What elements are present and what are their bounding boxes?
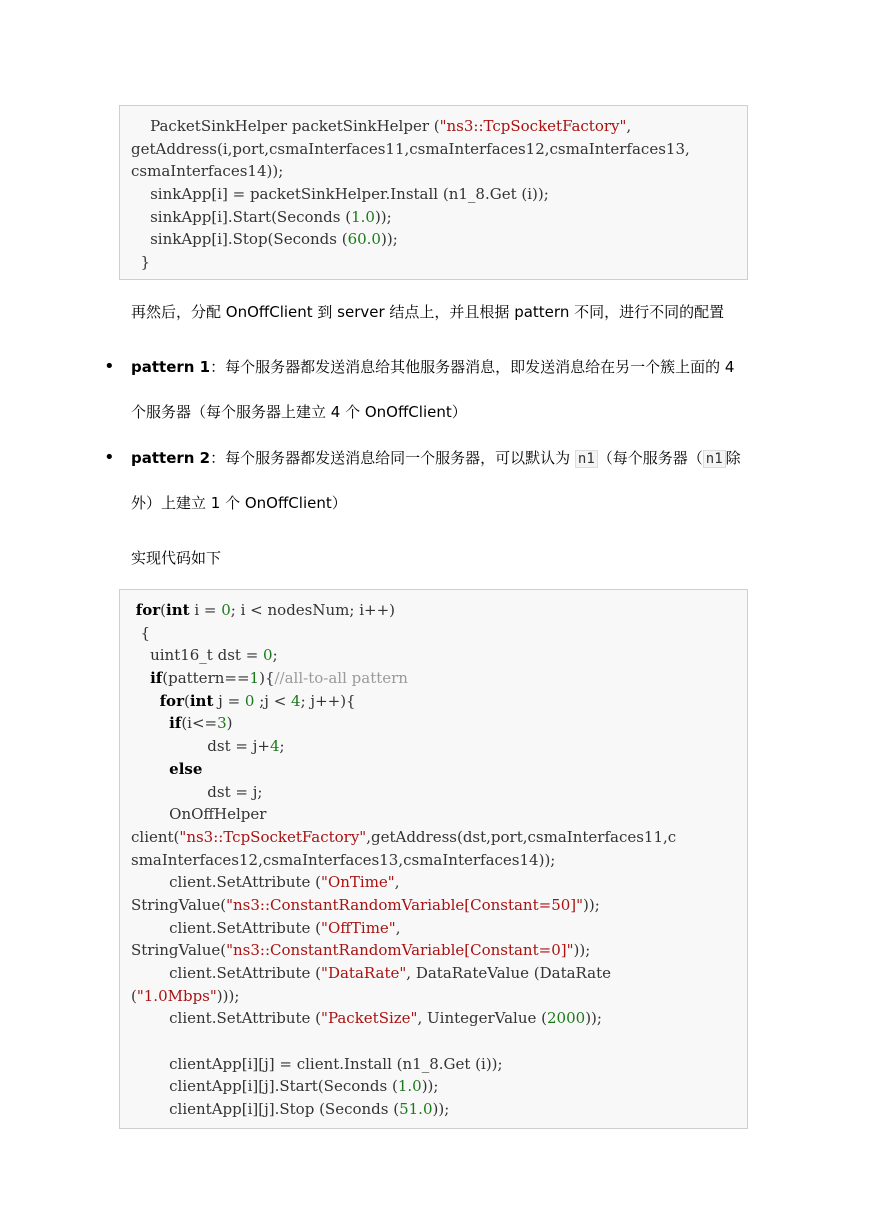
- pattern1-label: pattern 1: [131, 358, 211, 376]
- code-line: [131, 1098, 747, 1121]
- code-token: 1.0: [397, 1077, 422, 1096]
- code-line: [131, 690, 747, 713]
- code-token: int: [166, 601, 190, 619]
- code-token: (pattern==: [162, 669, 250, 688]
- code-token: "ns3::ConstantRandomVariable[Constant=0]": [226, 941, 574, 960]
- code-token: int: [189, 691, 214, 710]
- code-token: ));: [585, 1009, 602, 1028]
- code-token: ; i < nodesNum; i++): [230, 601, 395, 619]
- code-token: client(: [131, 827, 180, 846]
- code-line: [131, 826, 747, 849]
- code-token: //all-to-all pattern: [274, 669, 408, 688]
- code-block-sink: [119, 105, 748, 280]
- code-line: [131, 251, 747, 274]
- code-token: client.SetAttribute (: [131, 873, 322, 892]
- code-line: [131, 735, 747, 758]
- code-line: [131, 1075, 747, 1098]
- code-token: clientApp[i][j].Start(Seconds (: [131, 1077, 398, 1096]
- code-token: dst = j;: [131, 782, 263, 801]
- code-token: uint16_t dst =: [131, 646, 264, 665]
- code-token: else: [169, 759, 203, 778]
- code-token: , UintegerValue (: [417, 1009, 548, 1028]
- code-line: [131, 962, 747, 985]
- code-line: [131, 160, 747, 183]
- code-token: clientApp[i][j].Stop (Seconds (: [131, 1100, 400, 1119]
- pattern1-line2: 个服务器（每个服务器上建立 4 个 OnOffClient）: [131, 403, 467, 421]
- code-block-client: [119, 589, 748, 1129]
- code-token: ; j++){: [300, 691, 356, 710]
- code-token: ));: [421, 1077, 439, 1096]
- code-token: 4: [269, 737, 280, 756]
- code-token: j =: [213, 691, 245, 710]
- code-token: ): [226, 714, 233, 733]
- bullet-icon: •: [104, 356, 115, 377]
- code-line: [131, 849, 747, 872]
- code-token: sinkApp[i].Start(Seconds (: [131, 207, 352, 226]
- code-line: [131, 712, 747, 735]
- pattern2-text-a: ：每个服务器都发送消息给同一个服务器，可以默认为: [210, 449, 575, 467]
- code-token: if: [150, 669, 163, 688]
- code-token: sinkApp[i] = packetSinkHelper.Install (n1_8.Get (i));: [131, 185, 549, 204]
- code-token: ;: [272, 646, 278, 665]
- code-token: (: [183, 691, 190, 710]
- code-line: [131, 622, 747, 645]
- code-token: csmaInterfaces14));: [131, 162, 284, 181]
- pattern2-line1: [131, 447, 741, 470]
- pattern2-label: pattern 2: [131, 449, 211, 467]
- code-line: [131, 599, 747, 622]
- code-token: 3: [217, 714, 227, 733]
- code-token: )));: [216, 986, 240, 1005]
- code-token: 4: [291, 691, 301, 710]
- code-line: [131, 115, 747, 138]
- code-token: client.SetAttribute (: [131, 964, 322, 982]
- code-token: "1.0Mbps": [136, 986, 217, 1005]
- code-token: client.SetAttribute (: [131, 918, 322, 937]
- code-token: 1: [249, 669, 260, 688]
- code-token: 0: [244, 691, 255, 710]
- code-token: (: [160, 601, 167, 619]
- code-line: [131, 803, 747, 826]
- code-token: StringValue(: [131, 895, 227, 914]
- code-token: "DataRate": [321, 964, 407, 982]
- code-token: , DataRateValue (DataRate: [406, 964, 612, 982]
- code-token: (: [131, 986, 137, 1005]
- code-line: [131, 1053, 747, 1076]
- code-token: 51.0: [399, 1100, 433, 1119]
- pattern2-text-c: 除: [725, 449, 741, 467]
- code-line: [131, 228, 747, 251]
- code-token: "ns3::ConstantRandomVariable[Constant=50]": [226, 895, 584, 914]
- code-token: "OffTime": [321, 918, 396, 937]
- code-line: [131, 781, 747, 804]
- code-token: ,: [394, 873, 400, 892]
- code-token: for: [135, 601, 161, 619]
- code-token: smaInterfaces12,csmaInterfaces13,csmaInterfaces14));: [131, 850, 556, 869]
- code-line: [131, 1030, 747, 1053]
- code-token: dst = j+: [131, 737, 270, 756]
- pattern2-text-b: （每个服务器（: [597, 449, 703, 467]
- code-token: ;j <: [254, 691, 292, 710]
- code-token: [131, 692, 160, 710]
- code-token: ,: [395, 918, 401, 937]
- code-token: 1.0: [351, 207, 375, 226]
- impl-paragraph: 实现代码如下: [131, 549, 222, 567]
- code-token: ));: [432, 1100, 450, 1119]
- code-token: 2000: [547, 1009, 586, 1028]
- code-line: [131, 1007, 747, 1030]
- bullet-icon: •: [104, 447, 115, 468]
- code-line: [131, 871, 747, 894]
- code-line: [131, 667, 747, 690]
- code-line: [131, 894, 747, 917]
- code-token: ));: [583, 895, 600, 914]
- code-token: "ns3::TcpSocketFactory": [179, 827, 367, 846]
- code-token: ;: [279, 737, 285, 756]
- code-token: ){: [259, 669, 275, 688]
- code-token: sinkApp[i].Stop(Seconds (: [131, 230, 348, 249]
- code-line: [131, 644, 747, 667]
- code-token: ,: [626, 117, 632, 135]
- code-token: for: [159, 691, 184, 710]
- code-line: [131, 917, 747, 940]
- code-line: [131, 939, 747, 962]
- pattern1-line1: [131, 356, 734, 378]
- code-token: [131, 760, 169, 778]
- code-token: i =: [189, 601, 222, 619]
- code-line: [131, 206, 747, 229]
- code-token: client.SetAttribute (: [131, 1009, 322, 1028]
- code-token: if: [169, 714, 182, 733]
- pattern1-text: ：每个服务器都发送消息给其他服务器消息，即发送消息给在另一个簇上面的 4: [210, 358, 735, 376]
- code-token: {: [131, 623, 151, 642]
- inline-code-n1: n1: [575, 450, 598, 468]
- code-token: OnOffHelper: [131, 805, 267, 824]
- code-token: "ns3::TcpSocketFactory": [439, 117, 627, 135]
- inline-code-n1: n1: [703, 450, 726, 468]
- code-token: (i<=: [181, 714, 218, 733]
- code-line: [131, 138, 747, 161]
- code-token: "OnTime": [321, 873, 395, 892]
- code-token: [131, 669, 150, 687]
- code-line: [131, 985, 747, 1008]
- code-token: clientApp[i][j] = client.Install (n1_8.Get (i));: [131, 1054, 503, 1073]
- code-token: ,getAddress(dst,port,csmaInterfaces11,c: [366, 827, 677, 846]
- intro-paragraph: 再然后，分配 OnOffClient 到 server 结点上，并且根据 pattern 不同，进行不同的配置: [131, 303, 725, 321]
- code-line: [131, 183, 747, 206]
- code-line: [131, 758, 747, 781]
- code-token: 0: [221, 601, 231, 619]
- code-token: }: [131, 253, 151, 272]
- code-token: ));: [380, 230, 398, 249]
- code-token: StringValue(: [131, 941, 227, 960]
- code-token: 0: [263, 646, 273, 665]
- code-token: getAddress(i,port,csmaInterfaces11,csmaInterfaces12,csmaInterfaces13,: [131, 139, 690, 158]
- code-token: ));: [374, 207, 392, 226]
- code-token: ));: [573, 941, 591, 960]
- code-token: "PacketSize": [321, 1009, 418, 1028]
- pattern2-line2: 外）上建立 1 个 OnOffClient）: [131, 494, 347, 512]
- code-token: 60.0: [347, 230, 381, 249]
- code-token: [131, 714, 169, 732]
- code-token: PacketSinkHelper packetSinkHelper (: [131, 117, 440, 135]
